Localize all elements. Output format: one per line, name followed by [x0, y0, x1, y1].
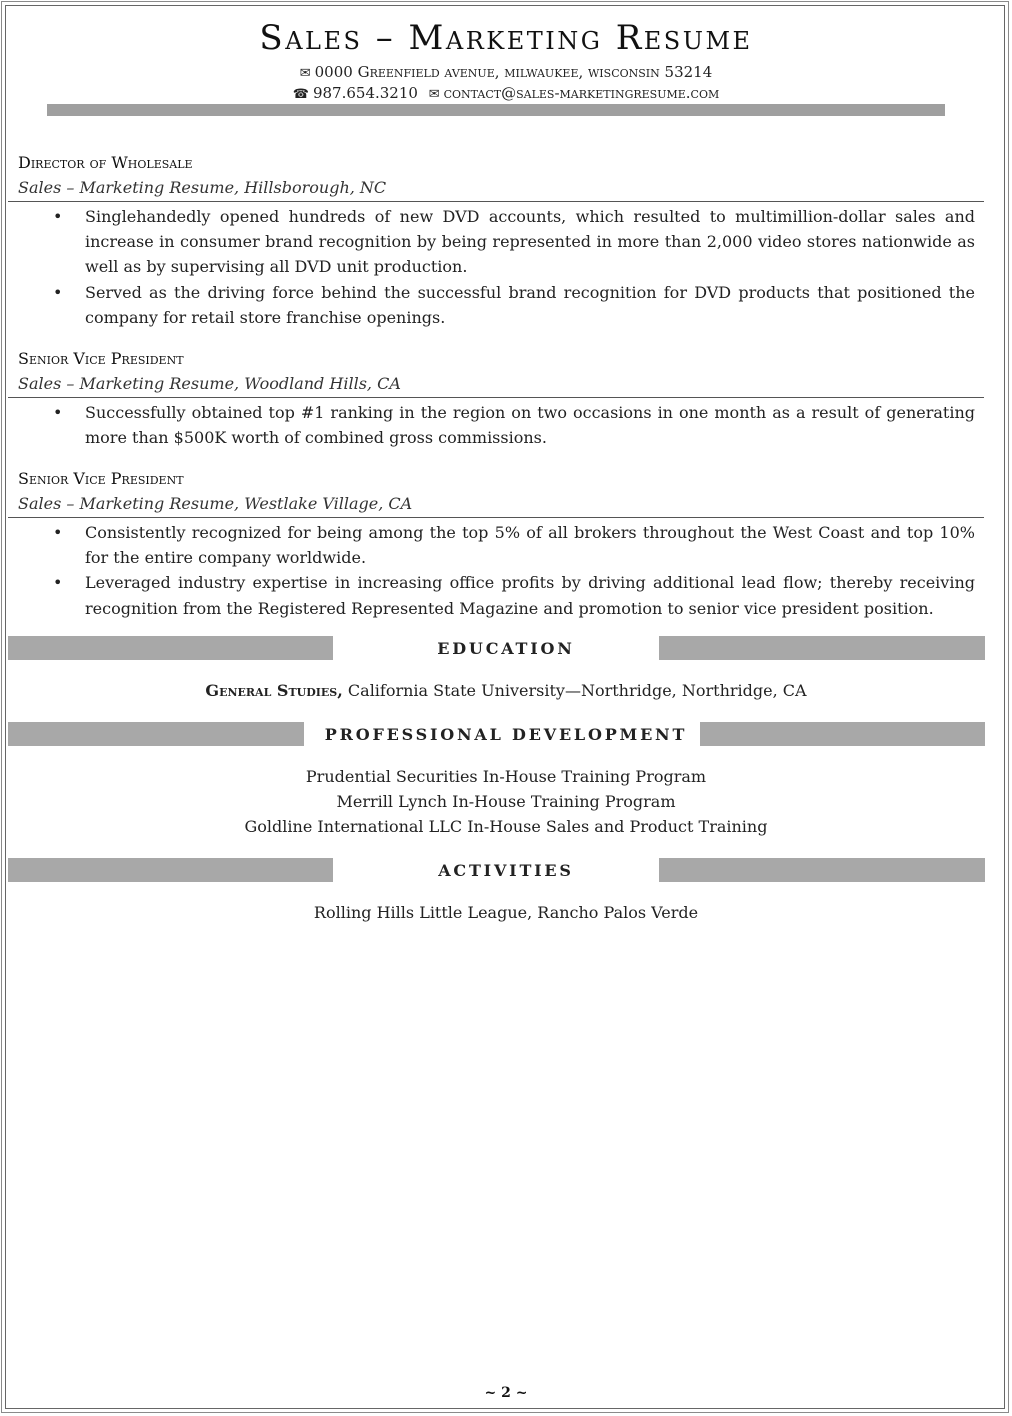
- job-bullets: [50, 400, 975, 450]
- job-divider: [8, 201, 984, 202]
- job-subtitle: Sales – Marketing Resume, Hillsborough, NC: [18, 178, 387, 197]
- bullet-item: • Served as the driving force behind the successful brand recognition for DVD products that positioned the company for retail store franchise openings.: [50, 280, 975, 330]
- education-entry: [0, 681, 1012, 700]
- education-heading: EDUCATION: [437, 639, 575, 658]
- job-divider: [8, 517, 984, 518]
- job-subtitle: Sales – Marketing Resume, Woodland Hills, CA: [18, 374, 401, 393]
- education-degree: General Studies,: [205, 681, 343, 700]
- envelope-icon: ✉: [428, 87, 440, 102]
- job-subtitle: Sales – Marketing Resume, Westlake Village, CA: [18, 494, 413, 513]
- job-title: Senior Vice President: [18, 469, 184, 488]
- address-text: 0000 Greenfield avenue, milwaukee, wisconsin 53214: [314, 63, 713, 81]
- mailbox-icon: ✉: [299, 66, 311, 81]
- training-item: Merrill Lynch In-House Training Program: [336, 792, 676, 811]
- bullet-item: • Singlehandedly opened hundreds of new DVD accounts, which resulted to multimillion-dollar sales and increase in consumer brand recognition by being represented in more than 2,000 video stores nationwide as well as by supervising all DVD unit production.: [50, 204, 975, 280]
- phone-text: 987.654.3210: [312, 84, 418, 102]
- professional-development-heading: PROFESSIONAL DEVELOPMENT: [324, 725, 688, 744]
- job-title: Director of Wholesale: [18, 153, 193, 172]
- education-school: California State University—Northridge, Northridge, CA: [347, 681, 807, 700]
- email-link[interactable]: contact@sales-marketingresume.com: [443, 84, 720, 102]
- address-line: [0, 63, 1012, 81]
- bullet-item: • Leveraged industry expertise in increasing office profits by driving additional lead flow; thereby receiving recognition from the Registered Represented Magazine and promotion to senior vice president position.: [50, 570, 975, 620]
- job-bullets: [50, 204, 975, 330]
- training-item: Goldline International LLC In-House Sales and Product Training: [244, 817, 768, 836]
- job-bullets: [50, 520, 975, 621]
- contact-line: [0, 84, 1012, 102]
- activity-item: Rolling Hills Little League, Rancho Palos Verde: [313, 903, 699, 922]
- job-divider: [8, 397, 984, 398]
- job-title: Senior Vice President: [18, 349, 184, 368]
- header-divider-bar: [47, 104, 945, 116]
- bullet-item: • Successfully obtained top #1 ranking in the region on two occasions in one month as a result of generating more than $500K worth of combined gross commissions.: [50, 400, 975, 450]
- activities-heading: ACTIVITIES: [438, 861, 574, 880]
- phone-icon: ☎: [292, 87, 309, 102]
- bullet-item: • Consistently recognized for being among the top 5% of all brokers throughout the West Coast and top 10% for the entire company worldwide.: [50, 520, 975, 570]
- training-item: Prudential Securities In-House Training Program: [305, 767, 707, 786]
- page-number: ~ 2 ~: [484, 1385, 528, 1401]
- resume-title: Sales – Marketing Resume: [259, 18, 753, 58]
